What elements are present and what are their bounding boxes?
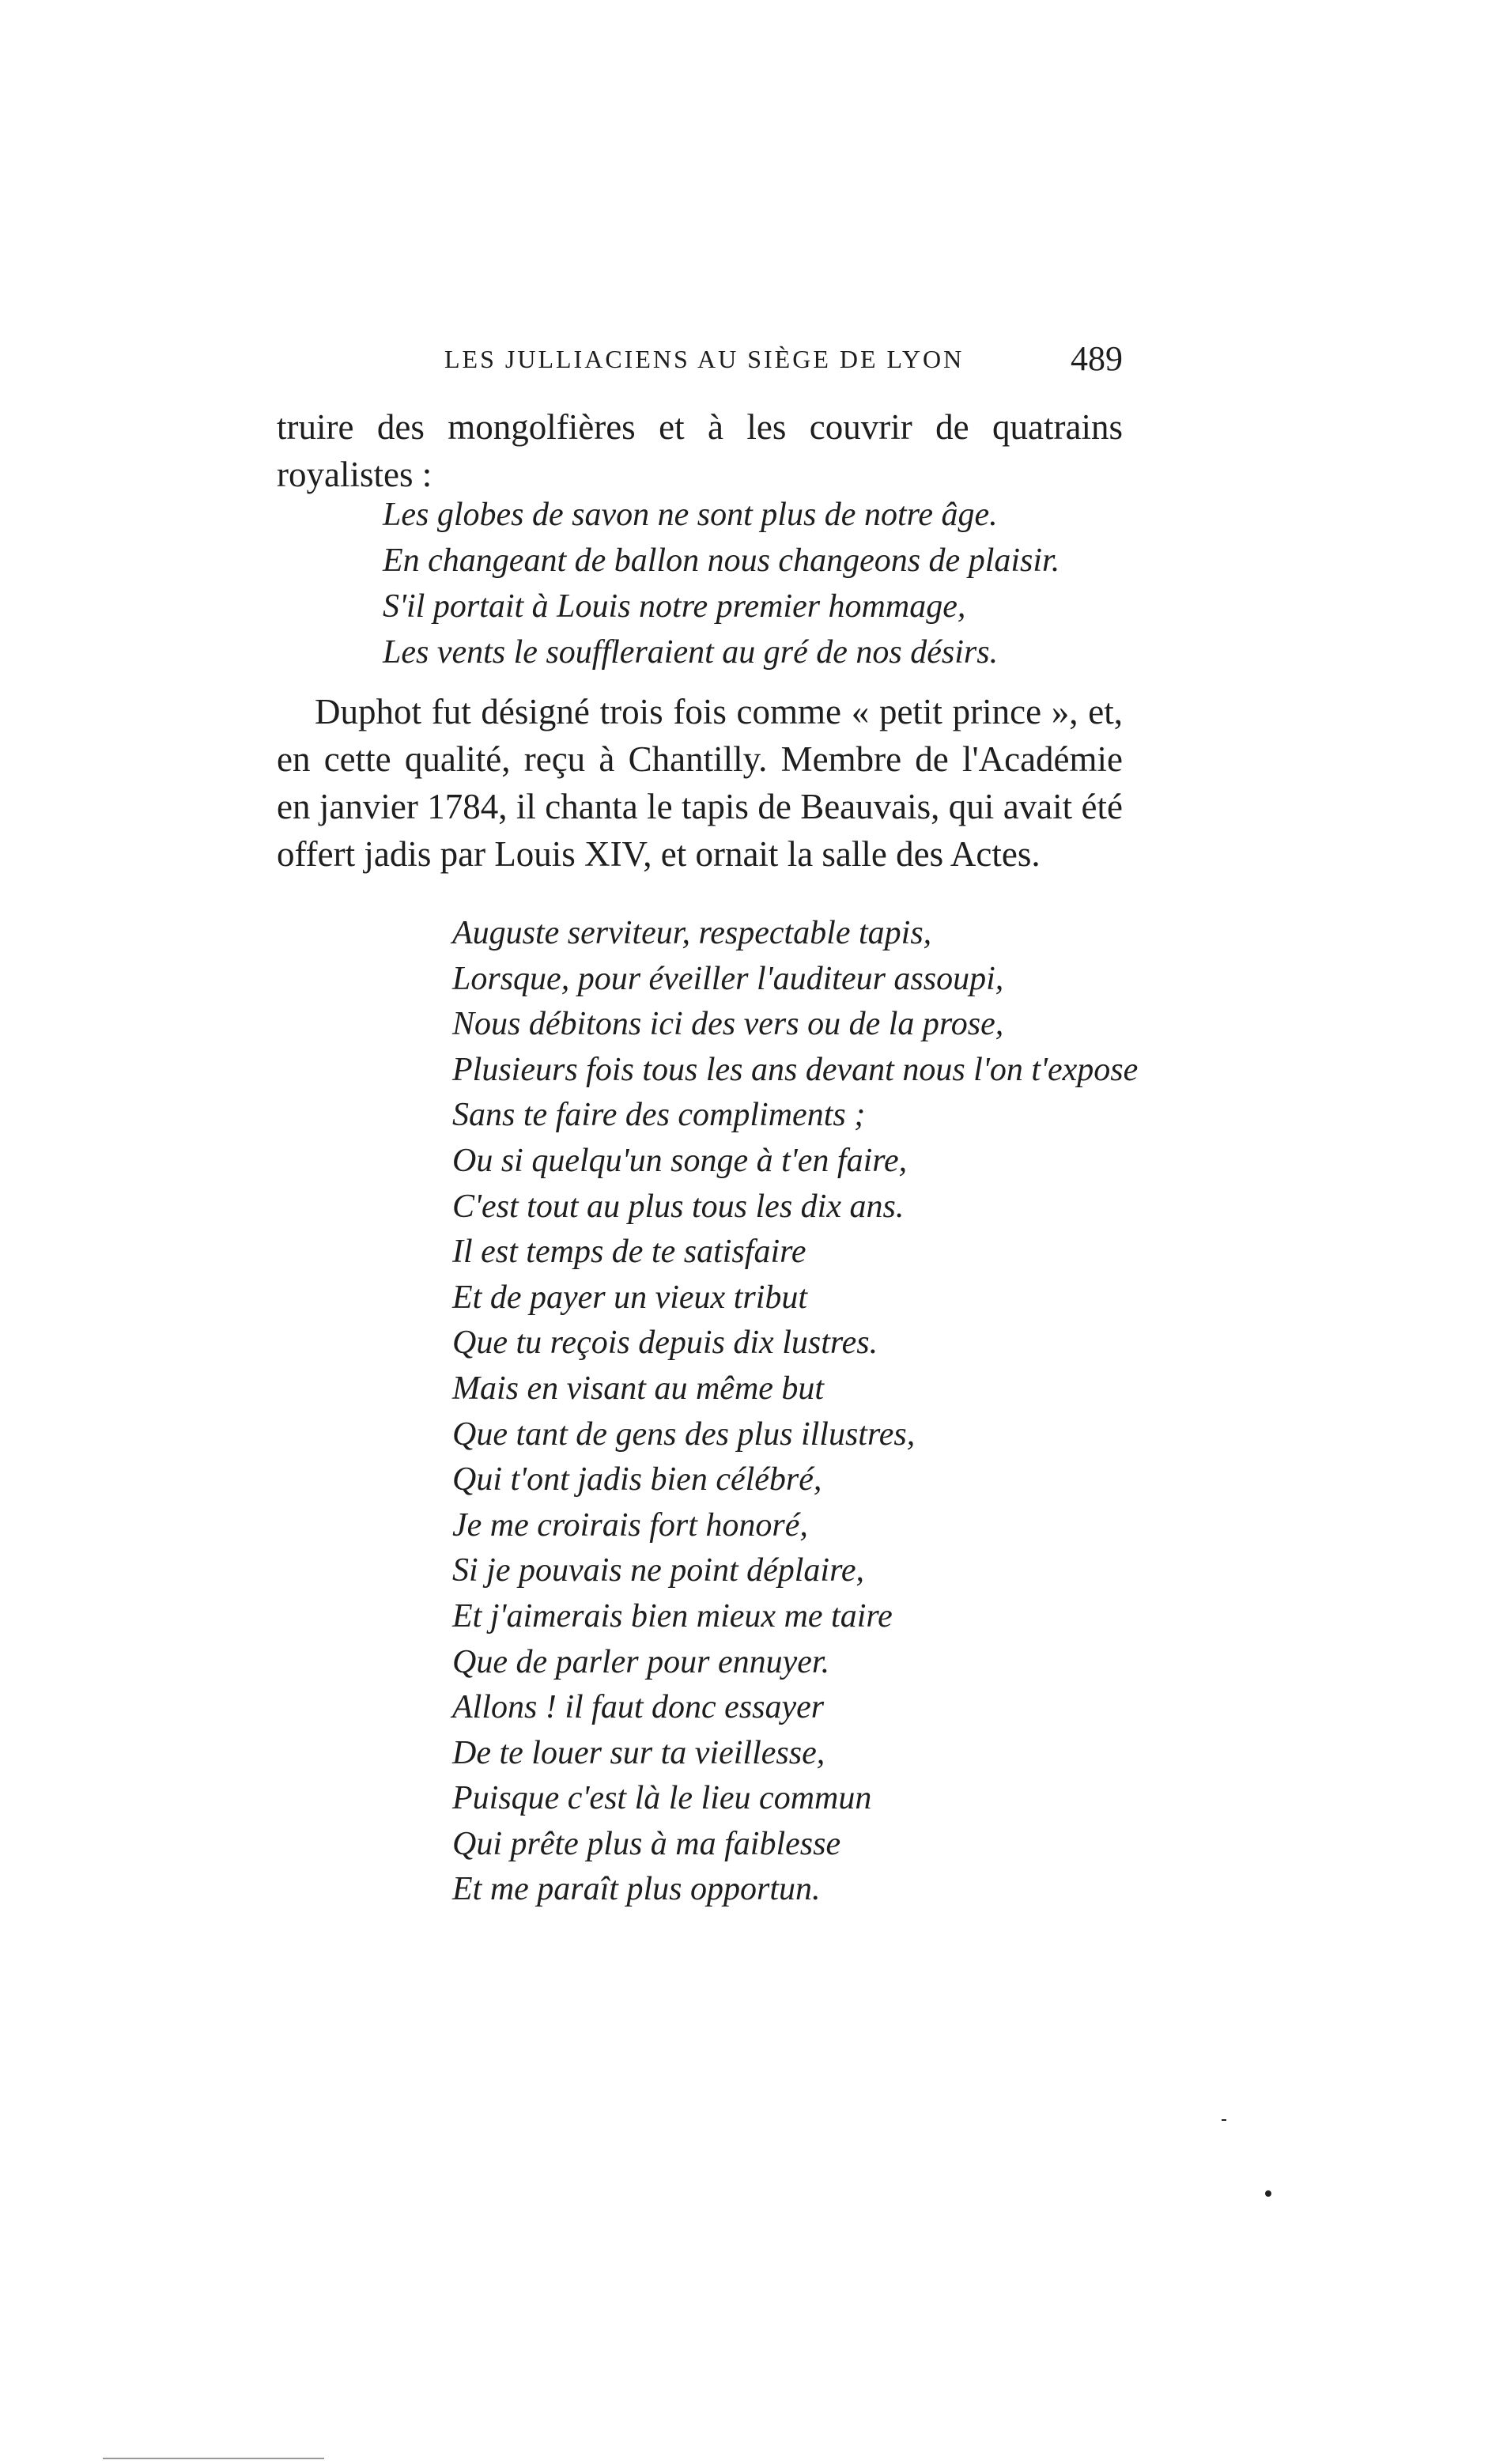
verse-line: Nous débitons ici des vers ou de la prose, bbox=[452, 1006, 1004, 1043]
verse-line: Qui prête plus à ma faiblesse bbox=[452, 1825, 841, 1862]
verse-line: Je me croirais fort honoré, bbox=[452, 1506, 808, 1544]
page-number: 489 bbox=[1071, 339, 1123, 378]
paragraph-duphot: Duphot fut désigné trois fois comme « petit prince », et, en cette qualité, reçu à Chantilly. Membre de l'Académie en janvier 1784, il chanta le tapis de Beauvais, qui avait été offert jadis par Louis XIV, et ornait la salle des Actes. bbox=[277, 692, 1123, 874]
verse-line: Et j'aimerais bien mieux me taire bbox=[452, 1597, 893, 1634]
verse-line: Et me paraît plus opportun. bbox=[452, 1871, 821, 1908]
verse-line: Auguste serviteur, respectable tapis, bbox=[452, 915, 932, 951]
page-header bbox=[277, 338, 1131, 386]
verse-line: De te louer sur ta vieillesse, bbox=[452, 1734, 825, 1771]
verse-line: Que de parler pour ennuyer. bbox=[452, 1643, 830, 1680]
verse-line: Il est temps de te satisfaire bbox=[452, 1234, 806, 1271]
running-head: LES JULLIACIENS AU SIÈGE DE LYON bbox=[444, 345, 965, 373]
verse-line: Mais en visant au même but bbox=[452, 1370, 825, 1407]
verse-line: Que tu reçois depuis dix lustres. bbox=[452, 1325, 878, 1362]
verse-line: Qui t'ont jadis bien célébré, bbox=[452, 1461, 822, 1498]
verse-line: Si je pouvais ne point déplaire, bbox=[452, 1552, 865, 1589]
verse-line: Plusieurs fois tous les ans devant nous l'on t'expose bbox=[452, 1051, 1139, 1088]
verse-line: En changeant de ballon nous changeons de plaisir. bbox=[383, 542, 1060, 579]
verse-line: Les vents le souffleraient au gré de nos désirs. bbox=[383, 634, 999, 671]
verse-line: Les globes de savon ne sont plus de notre âge. bbox=[383, 497, 998, 533]
scan-edge-line bbox=[103, 2458, 324, 2459]
verse-line: Allons ! il faut donc essayer bbox=[452, 1689, 825, 1726]
verse-line: C'est tout au plus tous les dix ans. bbox=[452, 1188, 905, 1225]
paper-speck bbox=[1265, 2190, 1271, 2197]
poem-tapis bbox=[452, 911, 1138, 1913]
verse-line: S'il portait à Louis notre premier hommage, bbox=[383, 588, 966, 625]
verse-line: Que tant de gens des plus illustres, bbox=[452, 1415, 916, 1453]
paragraph-continuation: truire des mongolfières et à les couvrir de quatrains royalistes : bbox=[277, 407, 1123, 494]
verse-line: Ou si quelqu'un songe à t'en faire, bbox=[452, 1142, 908, 1179]
verse-line: Puisque c'est là le lieu commun bbox=[452, 1780, 872, 1817]
verse-line: Lorsque, pour éveiller l'auditeur assoupi, bbox=[452, 960, 1004, 997]
quatrain bbox=[383, 492, 1060, 675]
verse-line: Sans te faire des compliments ; bbox=[452, 1097, 866, 1134]
paper-speck bbox=[1222, 2119, 1226, 2121]
verse-line: Et de payer un vieux tribut bbox=[452, 1279, 808, 1316]
